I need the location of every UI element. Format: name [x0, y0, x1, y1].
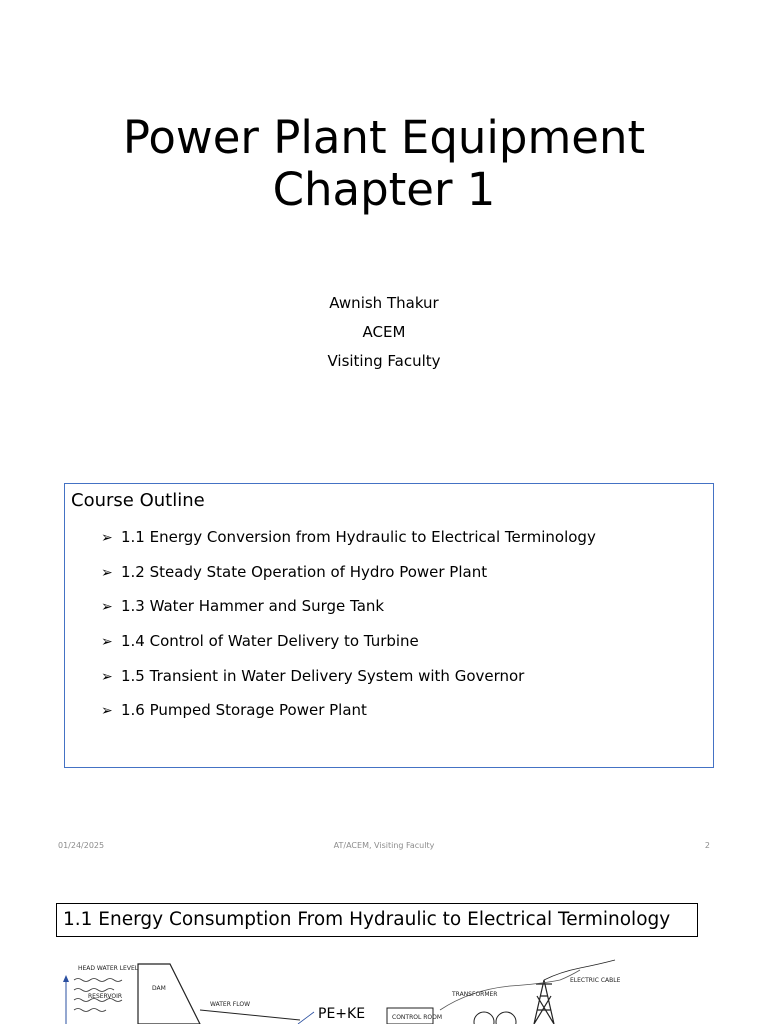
author-name: Awnish Thakur: [329, 294, 439, 312]
head-arrow-icon: [63, 975, 69, 982]
outline-item: [101, 697, 596, 732]
slide-title-line-2: Chapter 1: [272, 163, 496, 216]
label-transformer: TRANSFORMER: [452, 991, 498, 998]
outline-item: [101, 663, 596, 698]
outline-item-text: 1.3 Water Hammer and Surge Tank: [121, 597, 385, 616]
water-wave-2: [74, 989, 114, 992]
course-outline-list: [101, 524, 596, 732]
water-flow-line: [200, 1010, 300, 1020]
outline-item-text: 1.5 Transient in Water Delivery System with Governor: [121, 666, 525, 685]
outline-item: [101, 628, 596, 663]
outline-item-text: 1.6 Pumped Storage Power Plant: [121, 701, 367, 720]
slide-title-line-1: Power Plant Equipment: [122, 111, 646, 164]
label-reservoir: RESERVOIR: [88, 993, 123, 1000]
outline-item-text: 1.1 Energy Conversion from Hydraulic to Electrical Terminology: [121, 528, 596, 546]
author-role: Visiting Faculty: [327, 352, 441, 370]
author-organization: ACEM: [362, 323, 406, 341]
outline-item: [101, 559, 596, 594]
arrow-bullet-icon: ➢: [101, 599, 113, 616]
pe-ke-label: PE+KE: [318, 1006, 366, 1022]
label-head-water-level: HEAD WATER LEVEL: [78, 965, 139, 972]
label-dam: DAM: [152, 985, 166, 992]
slide-subtitle: [0, 289, 768, 376]
transmission-tower: [534, 980, 554, 1024]
slide2-title: 1.1 Energy Consumption From Hydraulic to Electrical Terminology: [56, 903, 698, 937]
arrow-bullet-icon: ➢: [101, 530, 113, 546]
label-electric-cable: ELECTRIC CABLE: [570, 977, 620, 984]
arrow-bullet-icon: ➢: [101, 634, 113, 651]
arrow-bullet-icon: ➢: [101, 703, 113, 720]
label-water-flow: WATER FLOW: [210, 1001, 251, 1008]
hill-outline: [440, 970, 580, 1010]
slide-title: [0, 112, 768, 216]
outline-item: [101, 593, 596, 628]
outline-item-text: 1.2 Steady State Operation of Hydro Power Plant: [121, 562, 488, 581]
course-outline-box: [64, 483, 714, 768]
dam-shape: [138, 964, 200, 1024]
course-outline-heading: Course Outline: [71, 490, 205, 511]
generator-circle-1: [474, 1012, 494, 1024]
pe-ke-pointer-line: [298, 1012, 314, 1024]
water-wave-4: [74, 1009, 106, 1012]
footer-center-text: AT/ACEM, Visiting Faculty: [333, 841, 435, 850]
arrow-bullet-icon: ➢: [101, 668, 113, 685]
footer-date: 01/24/2025: [58, 841, 105, 850]
label-control-room: CONTROL ROOM: [392, 1014, 442, 1021]
outline-item-text: 1.4 Control of Water Delivery to Turbine: [121, 632, 419, 651]
outline-item: [101, 524, 596, 559]
generator-circle-2: [496, 1012, 516, 1024]
water-wave-1: [74, 979, 122, 982]
footer-page-number: 2: [704, 841, 710, 850]
arrow-bullet-icon: ➢: [101, 564, 113, 581]
